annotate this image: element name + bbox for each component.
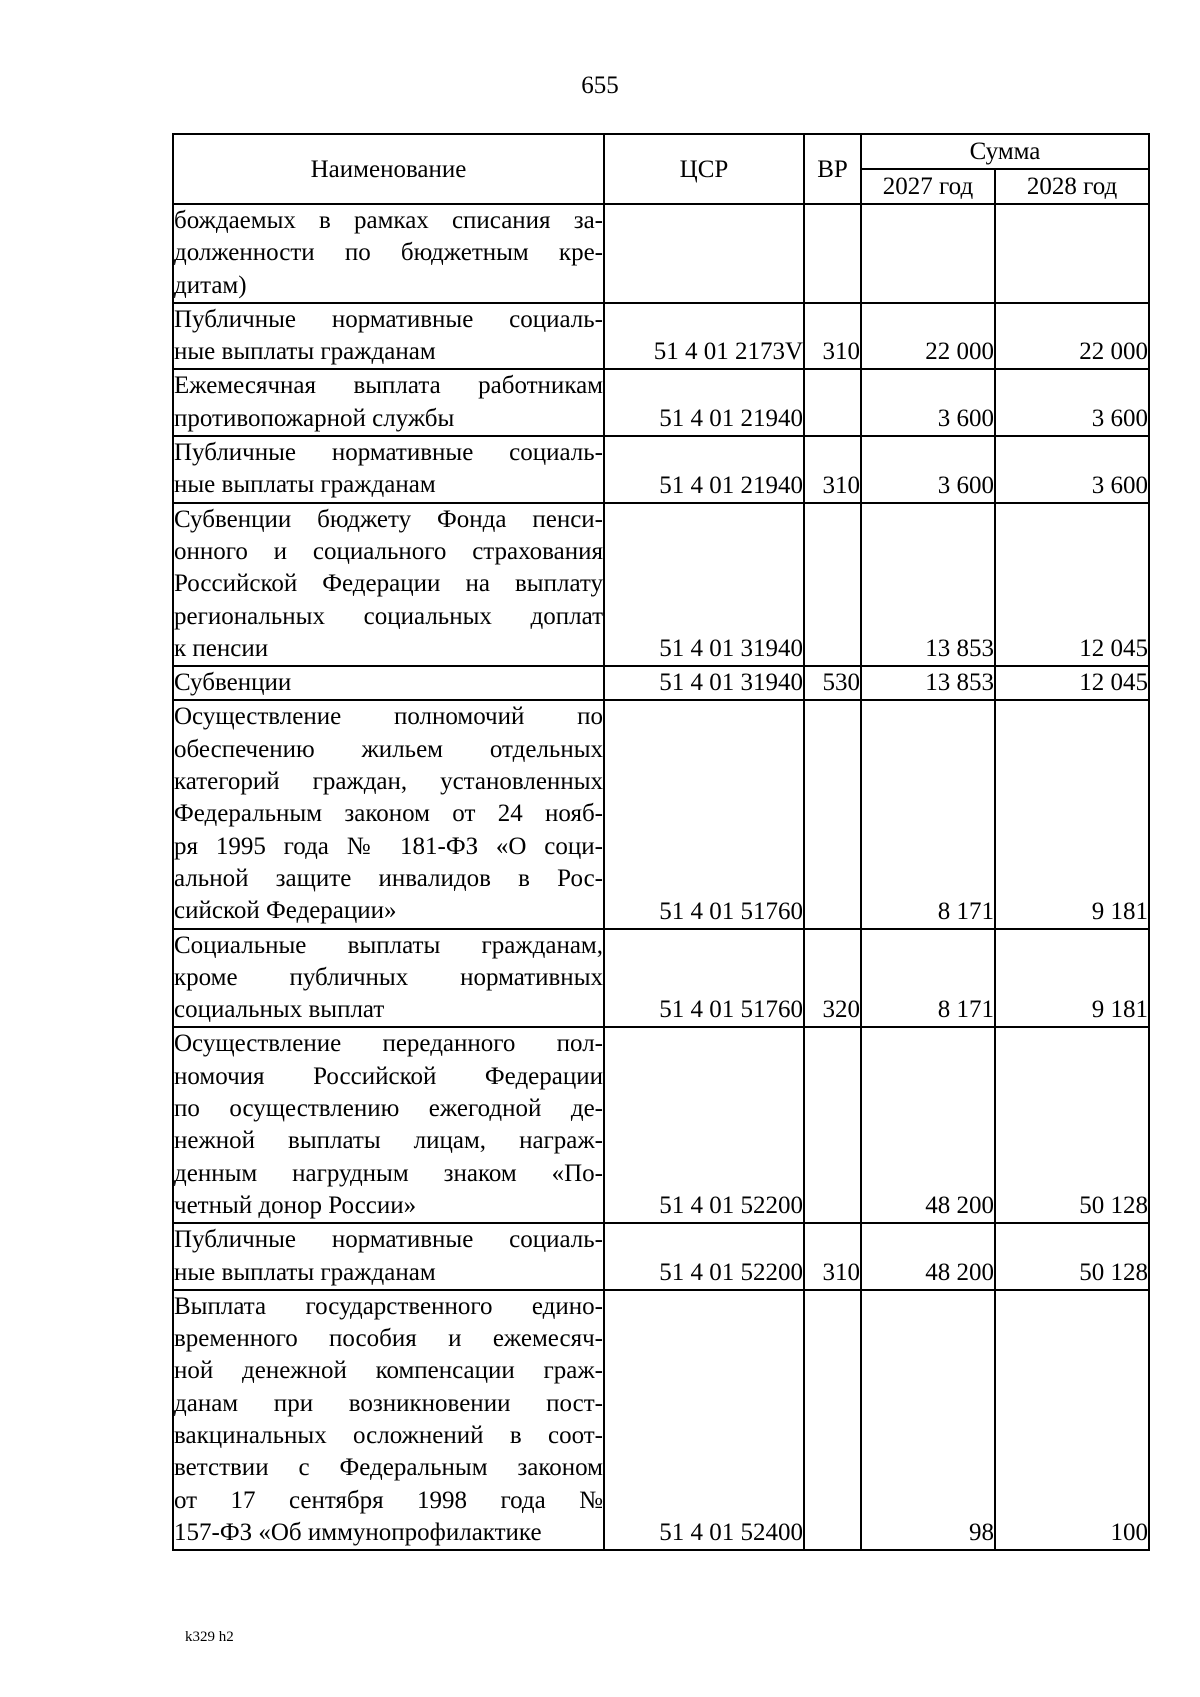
row-2027: 8 171 — [861, 700, 995, 928]
row-name-line: долженности по бюджетным кре- — [174, 239, 603, 267]
budget-table — [172, 133, 1150, 1551]
row-name-line: Осуществление переданного пол- — [174, 1030, 603, 1058]
row-name-line: Субвенции — [174, 669, 292, 697]
row-csr — [604, 204, 804, 303]
header-vr: ВР — [804, 134, 861, 204]
row-name-line: четный донор России» — [174, 1191, 417, 1219]
row-name — [173, 204, 604, 303]
row-name-line: Субвенции бюджету Фонда пенси- — [174, 505, 603, 533]
row-name-line: Публичные нормативные социаль- — [174, 1226, 603, 1254]
row-name-line: временного пособия и ежемесяч- — [174, 1325, 603, 1353]
row-name — [173, 1027, 604, 1223]
row-csr: 51 4 01 51760 — [604, 929, 804, 1028]
table-header — [173, 134, 1149, 204]
table-row — [173, 1290, 1149, 1550]
row-name-line: кроме публичных нормативных — [174, 963, 603, 991]
row-vr — [804, 1290, 861, 1550]
row-name-line: Социальные выплаты гражданам, — [174, 931, 603, 959]
header-sum: Сумма — [861, 134, 1149, 169]
row-name-line: ной денежной компенсации граж- — [174, 1357, 603, 1385]
row-name-line: вакцинальных осложнений в соот- — [174, 1421, 603, 1449]
row-csr: 51 4 01 51760 — [604, 700, 804, 928]
row-name — [173, 700, 604, 928]
row-name-line: к пенсии — [174, 634, 269, 662]
row-2028: 9 181 — [995, 700, 1149, 928]
row-name-line: Российской Федерации на выплату — [174, 570, 603, 598]
row-name-line: нежной выплаты лицам, награж- — [174, 1127, 603, 1155]
header-name: Наименование — [173, 134, 604, 204]
row-name-line: номочия Российской Федерации — [174, 1062, 603, 1090]
row-name-line: Ежемесячная выплата работникам — [174, 372, 603, 400]
row-name — [173, 503, 604, 666]
row-vr: 320 — [804, 929, 861, 1028]
row-2027: 98 — [861, 1290, 995, 1550]
row-name — [173, 1290, 604, 1550]
row-name-line: противопожарной службы — [174, 404, 455, 432]
row-name — [173, 436, 604, 503]
row-csr: 51 4 01 31940 — [604, 666, 804, 700]
row-2027: 3 600 — [861, 436, 995, 503]
header-year-2028: 2028 год — [995, 169, 1149, 204]
row-name-line: ные выплаты гражданам — [174, 471, 436, 499]
row-name — [173, 1223, 604, 1290]
row-csr: 51 4 01 52400 — [604, 1290, 804, 1550]
row-name-line: данам при возникновении пост- — [174, 1389, 603, 1417]
row-2028: 12 045 — [995, 503, 1149, 666]
row-name-line: ные выплаты гражданам — [174, 1258, 436, 1286]
row-name-line: Публичные нормативные социаль- — [174, 305, 603, 333]
row-csr: 51 4 01 52200 — [604, 1223, 804, 1290]
row-csr: 51 4 01 52200 — [604, 1027, 804, 1223]
row-2028: 50 128 — [995, 1223, 1149, 1290]
row-name-line: бождаемых в рамках списания за- — [174, 207, 603, 234]
row-vr — [804, 369, 861, 436]
row-name — [173, 369, 604, 436]
page-number: 655 — [581, 72, 619, 99]
row-name-line: по осуществлению ежегодной де- — [174, 1095, 603, 1123]
row-2028: 22 000 — [995, 303, 1149, 370]
row-name-line: от 17 сентября 1998 года № — [174, 1486, 603, 1514]
footer-code: k329 h2 — [185, 1629, 234, 1645]
row-name-line: Федеральным законом от 24 нояб- — [174, 800, 603, 828]
row-name — [173, 929, 604, 1028]
row-name-line: альной защите инвалидов в Рос- — [174, 864, 603, 892]
row-vr: 310 — [804, 436, 861, 503]
row-2027: 8 171 — [861, 929, 995, 1028]
row-2027 — [861, 204, 995, 303]
table-row — [173, 303, 1149, 370]
row-2027: 48 200 — [861, 1223, 995, 1290]
row-vr: 310 — [804, 1223, 861, 1290]
table-row — [173, 369, 1149, 436]
row-2028 — [995, 204, 1149, 303]
row-name-line: дитам) — [174, 271, 247, 299]
row-2028: 9 181 — [995, 929, 1149, 1028]
header-csr: ЦСР — [604, 134, 804, 204]
row-vr: 310 — [804, 303, 861, 370]
row-name-line: Публичные нормативные социаль- — [174, 439, 603, 467]
row-2028: 50 128 — [995, 1027, 1149, 1223]
header-year-2027: 2027 год — [861, 169, 995, 204]
row-vr — [804, 700, 861, 928]
table-row — [173, 436, 1149, 503]
row-2027: 13 853 — [861, 503, 995, 666]
row-csr: 51 4 01 21940 — [604, 436, 804, 503]
row-name-line: Выплата государственного едино- — [174, 1292, 603, 1320]
row-name-line: ные выплаты гражданам — [174, 338, 436, 366]
table-row — [173, 929, 1149, 1028]
row-name-line: сийской Федерации» — [174, 897, 397, 925]
row-name-line: региональных социальных доплат — [174, 602, 603, 630]
row-vr: 530 — [804, 666, 861, 700]
row-csr: 51 4 01 21940 — [604, 369, 804, 436]
row-name — [173, 666, 604, 700]
row-2028: 100 — [995, 1290, 1149, 1550]
row-csr: 51 4 01 2173V — [604, 303, 804, 370]
row-name-line: 157-ФЗ «Об иммунопрофилактике — [174, 1518, 542, 1546]
row-name-line: ветствии с Федеральным законом — [174, 1454, 603, 1482]
table-row — [173, 1027, 1149, 1223]
row-2027: 3 600 — [861, 369, 995, 436]
table-row — [173, 700, 1149, 928]
row-2027: 48 200 — [861, 1027, 995, 1223]
row-csr: 51 4 01 31940 — [604, 503, 804, 666]
table-body — [173, 204, 1149, 1550]
row-2027: 13 853 — [861, 666, 995, 700]
table-row — [173, 204, 1149, 303]
row-2028: 3 600 — [995, 369, 1149, 436]
row-vr — [804, 204, 861, 303]
table-row — [173, 1223, 1149, 1290]
row-name-line: категорий граждан, установленных — [174, 768, 603, 796]
row-name-line: социальных выплат — [174, 996, 385, 1024]
row-name-line: онного и социального страхования — [174, 537, 603, 565]
table-row — [173, 666, 1149, 700]
row-2028: 12 045 — [995, 666, 1149, 700]
row-name — [173, 303, 604, 370]
row-name-line: Осуществление полномочий по — [174, 703, 603, 731]
row-2027: 22 000 — [861, 303, 995, 370]
row-2028: 3 600 — [995, 436, 1149, 503]
row-vr — [804, 503, 861, 666]
table-row — [173, 503, 1149, 666]
row-vr — [804, 1027, 861, 1223]
row-name-line: денным нагрудным знаком «По- — [174, 1159, 603, 1187]
row-name-line: обеспечению жильем отдельных — [174, 735, 603, 763]
row-name-line: ря 1995 года № 181-ФЗ «О соци- — [174, 832, 603, 860]
